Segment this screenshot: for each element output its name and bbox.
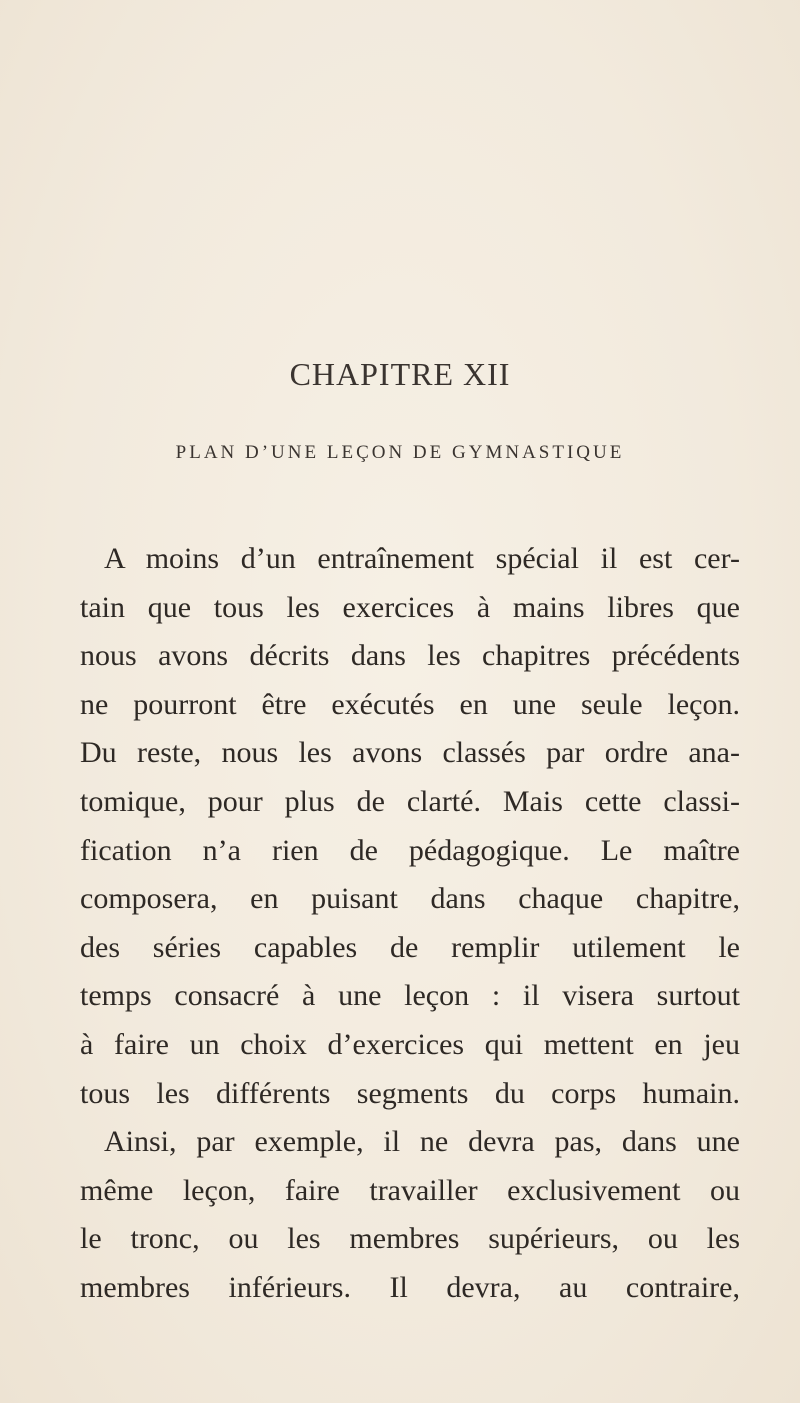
section-title: PLAN D’UNE LEÇON DE GYMNASTIQUE xyxy=(175,442,625,463)
text-line: ne pourront être exécutés en une seule leçon. xyxy=(80,687,740,721)
text-line: nous avons décrits dans les chapitres précédents xyxy=(80,639,740,673)
text-line: A moins d’un entraînement spécial il est cer- xyxy=(104,542,740,575)
text-line: même leçon, faire travailler exclusivement ou xyxy=(80,1173,740,1207)
text-line: tain que tous les exercices à mains libres que xyxy=(80,590,740,624)
text-line: temps consacré à une leçon : il visera surtout xyxy=(80,979,740,1013)
text-line: des séries capables de remplir utilement le xyxy=(80,930,740,964)
text-line: Ainsi, par exemple, il ne devra pas, dans une xyxy=(104,1125,740,1159)
text-line: le tronc, ou les membres supérieurs, ou les xyxy=(80,1222,740,1256)
text-line: composera, en puisant dans chaque chapitre, xyxy=(80,882,740,916)
text-line: fication n’a rien de pédagogique. Le maître xyxy=(80,833,740,867)
chapter-title: CHAPITRE XII xyxy=(289,356,511,392)
body-paragraphs xyxy=(80,535,740,1313)
text-line: tomique, pour plus de clarté. Mais cette classi- xyxy=(80,784,740,818)
text-line: membres inférieurs. Il devra, au contraire, xyxy=(80,1270,740,1304)
text-line: à faire un choix d’exercices qui mettent en jeu xyxy=(80,1027,740,1061)
text-line: Du reste, nous les avons classés par ordre ana- xyxy=(80,736,740,770)
text-line: tous les différents segments du corps humain. xyxy=(80,1076,740,1110)
